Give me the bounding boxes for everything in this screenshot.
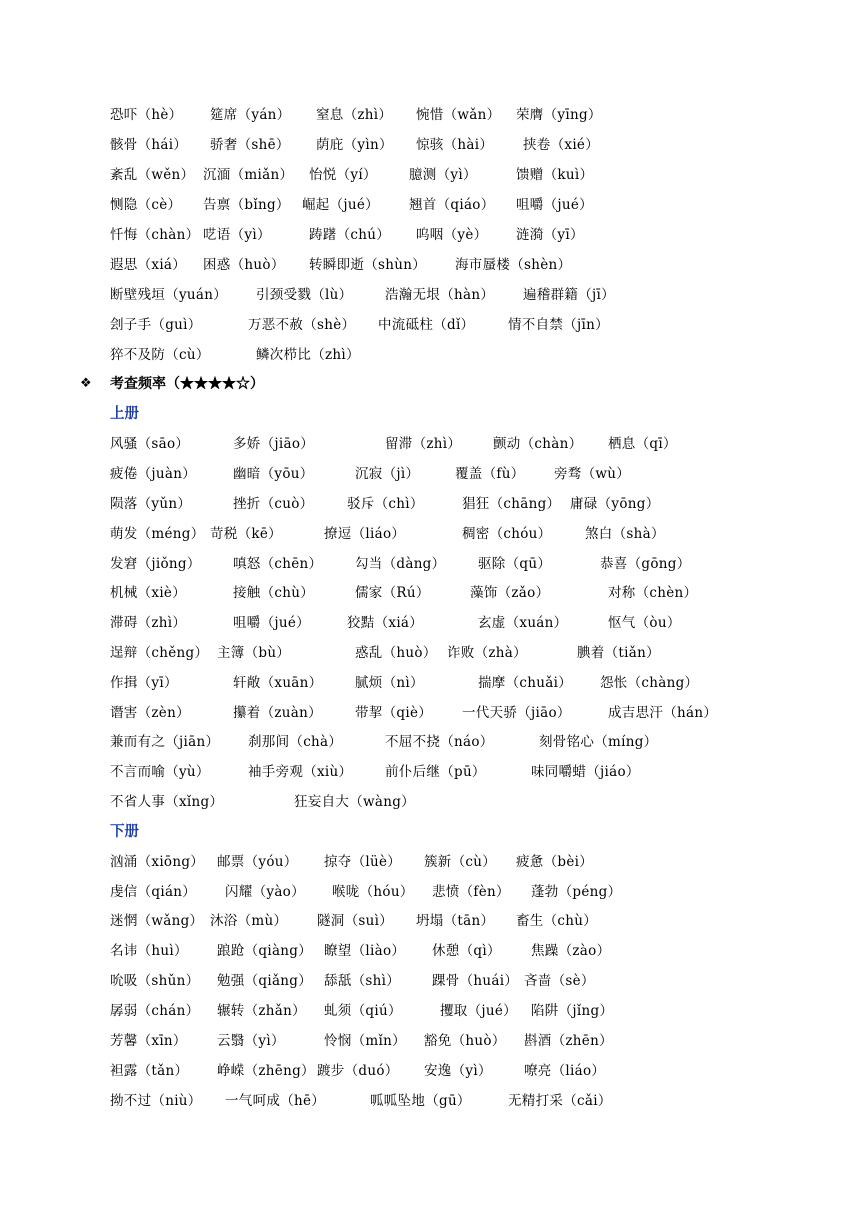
- word-row: [0, 100, 868, 130]
- word-entry: 孱弱（chán）: [110, 1003, 200, 1019]
- word-entry: 告禀（bǐng）: [203, 197, 290, 213]
- word-entry: 喉咙（hóu）: [332, 884, 414, 900]
- word-entry: 困惑（huò）: [203, 257, 285, 273]
- word-entry: 玄虚（xuán）: [478, 615, 568, 631]
- diamond-bullet-icon: ❖: [80, 376, 92, 391]
- word-entry: 儒家（Rú）: [355, 585, 430, 601]
- word-entry: 踌躇（chú）: [309, 227, 391, 243]
- word-entry: 悲愤（fèn）: [432, 884, 510, 900]
- word-entry: 翘首（qiáo）: [409, 197, 495, 213]
- word-entry: 攥着（zuàn）: [233, 705, 322, 721]
- word-entry: 嘹亮（liáo）: [524, 1063, 606, 1079]
- word-row: [0, 847, 868, 877]
- word-entry: 幽暗（yōu）: [233, 466, 314, 482]
- word-entry: 辗转（zhǎn）: [217, 1003, 306, 1019]
- word-entry: 撩逗（liáo）: [324, 526, 406, 542]
- word-entry: 万恶不赦（shè）: [248, 317, 356, 333]
- word-entry: 中流砥柱（dǐ）: [378, 317, 475, 333]
- volume-title: 上册: [110, 405, 139, 422]
- word-entry: 无精打采（cǎi）: [508, 1093, 612, 1109]
- word-entry: 惋惜（wǎn）: [416, 107, 501, 123]
- word-entry: 芳馨（xīn）: [110, 1033, 187, 1049]
- word-entry: 荣膺（yīng）: [516, 107, 602, 123]
- word-entry: 恭喜（gōng）: [600, 556, 691, 572]
- word-row: [0, 1056, 868, 1086]
- word-entry: 不言而喻（yù）: [110, 764, 210, 780]
- word-entry: 休憩（qì）: [432, 943, 501, 959]
- word-entry: 踝骨（huái）: [432, 973, 519, 989]
- word-entry: 咀嚼（jué）: [516, 197, 593, 213]
- word-entry: 咀嚼（jué）: [233, 615, 310, 631]
- word-entry: 踱步（duó）: [317, 1063, 399, 1079]
- word-row: [0, 280, 868, 310]
- word-row: [0, 698, 868, 728]
- word-entry: 涟漪（yī）: [516, 227, 584, 243]
- word-row: [0, 519, 868, 549]
- word-entry: 猖狂（chāng）: [462, 496, 561, 512]
- word-entry: 舔舐（shì）: [324, 973, 401, 989]
- word-entry: 断壁残垣（yuán）: [110, 287, 228, 303]
- word-entry: 浩瀚无垠（hàn）: [385, 287, 495, 303]
- word-entry: 骄奢（shē）: [210, 137, 290, 153]
- word-entry: 海市蜃楼（shèn）: [455, 257, 572, 273]
- word-row: [0, 429, 868, 459]
- word-entry: 闪耀（yào）: [225, 884, 305, 900]
- word-entry: 迷惘（wǎng）: [110, 913, 204, 929]
- word-row: [0, 936, 868, 966]
- word-entry: 虔信（qián）: [110, 884, 197, 900]
- word-entry: 沐浴（mù）: [210, 913, 288, 929]
- word-row: [0, 1086, 868, 1116]
- word-entry: 斟酒（zhēn）: [524, 1033, 613, 1049]
- word-entry: 刽子手（guì）: [110, 317, 202, 333]
- word-entry: 蓬勃（péng）: [531, 884, 622, 900]
- word-entry: 腆着（tiǎn）: [577, 645, 660, 661]
- word-entry: 滞碍（zhì）: [110, 615, 187, 631]
- word-entry: 一气呵成（hē）: [225, 1093, 326, 1109]
- word-entry: 兼而有之（jiān）: [110, 734, 220, 750]
- word-entry: 逞辩（chěng）: [110, 645, 209, 661]
- volume-heading-down: [0, 817, 868, 847]
- word-row: [0, 727, 868, 757]
- word-entry: 臆测（yì）: [409, 167, 477, 183]
- word-row: [0, 190, 868, 220]
- word-entry: 多娇（jiāo）: [233, 436, 315, 452]
- word-row: [0, 340, 868, 370]
- word-entry: 峥嵘（zhēng）: [217, 1063, 315, 1079]
- word-entry: 恐吓（hè）: [110, 107, 183, 123]
- word-entry: 挫折（cuò）: [233, 496, 314, 512]
- word-entry: 荫庇（yìn）: [316, 137, 393, 153]
- word-entry: 发窘（jiǒng）: [110, 556, 201, 572]
- word-entry: 疲惫（bèi）: [516, 854, 594, 870]
- word-entry: 遐思（xiá）: [110, 257, 187, 273]
- word-entry: 鳞次栉比（zhì）: [256, 347, 360, 363]
- word-entry: 遍稽群籍（jī）: [523, 287, 615, 303]
- word-entry: 紊乱（wěn）: [110, 167, 195, 183]
- word-row: [0, 459, 868, 489]
- word-entry: 汹涌（xiōng）: [110, 854, 205, 870]
- word-entry: 陨落（yǔn）: [110, 496, 192, 512]
- frequency-heading: [0, 369, 868, 399]
- word-entry: 骸骨（hái）: [110, 137, 188, 153]
- word-entry: 狂妄自大（wàng）: [294, 794, 415, 810]
- word-entry: 怜悯（mǐn）: [324, 1033, 406, 1049]
- word-entry: 豁免（huò）: [424, 1033, 506, 1049]
- word-entry: 焦躁（zào）: [531, 943, 611, 959]
- word-entry: 恻隐（cè）: [110, 197, 182, 213]
- word-entry: 呜咽（yè）: [416, 227, 488, 243]
- word-entry: 不屈不挠（náo）: [385, 734, 494, 750]
- word-entry: 簇新（cù）: [424, 854, 497, 870]
- volume-heading-up: [0, 399, 868, 429]
- word-row: [0, 668, 868, 698]
- frequency-label: 考查频率（★★★★☆）: [110, 376, 264, 392]
- word-row: [0, 549, 868, 579]
- word-entry: 引颈受戮（lù）: [256, 287, 353, 303]
- word-entry: 轩敞（xuān）: [233, 675, 323, 691]
- word-entry: 狡黠（xiá）: [347, 615, 424, 631]
- word-entry: 颤动（chàn）: [493, 436, 583, 452]
- word-entry: 瞭望（liào）: [324, 943, 406, 959]
- word-entry: 邮票（yóu）: [217, 854, 298, 870]
- word-entry: 情不自禁（jīn）: [508, 317, 609, 333]
- word-row: [0, 250, 868, 280]
- word-row: [0, 877, 868, 907]
- word-entry: 掠夺（lüè）: [324, 854, 402, 870]
- word-entry: 吝啬（sè）: [524, 973, 595, 989]
- word-entry: 腻烦（nì）: [355, 675, 424, 691]
- volume-title: 下册: [110, 823, 139, 840]
- word-entry: 筵席（yán）: [210, 107, 291, 123]
- word-entry: 对称（chèn）: [608, 585, 698, 601]
- word-entry: 隧洞（suì）: [317, 913, 394, 929]
- word-entry: 前仆后继（pū）: [385, 764, 486, 780]
- word-entry: 怡悦（yí）: [309, 167, 377, 183]
- word-row: [0, 489, 868, 519]
- word-entry: 味同嚼蜡（jiáo）: [531, 764, 640, 780]
- word-entry: 踉跄（qiàng）: [217, 943, 313, 959]
- word-entry: 萌发（méng）: [110, 526, 205, 542]
- word-entry: 转瞬即逝（shùn）: [309, 257, 427, 273]
- word-entry: 勉强（qiǎng）: [217, 973, 313, 989]
- word-row: [0, 160, 868, 190]
- word-entry: 驳斥（chì）: [347, 496, 424, 512]
- word-entry: 安逸（yì）: [424, 1063, 492, 1079]
- word-entry: 忏悔（chàn）: [110, 227, 200, 243]
- word-entry: 稠密（chóu）: [462, 526, 552, 542]
- word-entry: 馈赠（kuì）: [516, 167, 594, 183]
- word-entry: 怨怅（chàng）: [600, 675, 699, 691]
- word-row: [0, 757, 868, 787]
- word-entry: 勾当（dàng）: [355, 556, 446, 572]
- word-entry: 机械（xiè）: [110, 585, 187, 601]
- word-entry: 旁骛（wù）: [554, 466, 631, 482]
- word-row: [0, 996, 868, 1026]
- word-entry: 沉湎（miǎn）: [203, 167, 294, 183]
- word-entry: 窒息（zhì）: [316, 107, 393, 123]
- word-entry: 呓语（yì）: [203, 227, 271, 243]
- word-entry: 陷阱（jǐng）: [531, 1003, 614, 1019]
- word-entry: 崛起（jué）: [302, 197, 379, 213]
- word-row: [0, 1026, 868, 1056]
- word-row: [0, 310, 868, 340]
- word-entry: 藻饰（zǎo）: [470, 585, 550, 601]
- word-entry: 呱呱坠地（gū）: [370, 1093, 471, 1109]
- word-entry: 坍塌（tān）: [416, 913, 495, 929]
- word-entry: 留滞（zhì）: [385, 436, 462, 452]
- word-entry: 嗔怒（chēn）: [233, 556, 323, 572]
- word-entry: 带挈（qiè）: [355, 705, 433, 721]
- word-entry: 刻骨铭心（míng）: [539, 734, 658, 750]
- word-entry: 疲倦（juàn）: [110, 466, 197, 482]
- word-entry: 苛税（kē）: [210, 526, 282, 542]
- word-entry: 驱除（qū）: [478, 556, 552, 572]
- word-entry: 吮吸（shǔn）: [110, 973, 200, 989]
- word-entry: 栖息（qī）: [608, 436, 677, 452]
- word-entry: 风骚（sāo）: [110, 436, 190, 452]
- word-entry: 揣摩（chuǎi）: [478, 675, 573, 691]
- word-entry: 刹那间（chà）: [248, 734, 343, 750]
- word-entry: 成吉思汗（hán）: [608, 705, 718, 721]
- word-entry: 庸碌（yōng）: [570, 496, 660, 512]
- word-entry: 作揖（yī）: [110, 675, 178, 691]
- word-row: [0, 130, 868, 160]
- word-row: [0, 787, 868, 817]
- word-entry: 谮害（zèn）: [110, 705, 190, 721]
- word-entry: 主簿（bù）: [217, 645, 291, 661]
- word-row: [0, 608, 868, 638]
- word-row: [0, 578, 868, 608]
- word-entry: 惊骇（hài）: [416, 137, 494, 153]
- word-entry: 云翳（yì）: [217, 1033, 285, 1049]
- word-entry: 猝不及防（cù）: [110, 347, 210, 363]
- word-entry: 一代天骄（jiāo）: [462, 705, 571, 721]
- word-row: [0, 638, 868, 668]
- word-entry: 煞白（shà）: [585, 526, 665, 542]
- word-entry: 攫取（jué）: [440, 1003, 517, 1019]
- word-entry: 畜生（chù）: [516, 913, 598, 929]
- word-entry: 诈败（zhà）: [447, 645, 527, 661]
- word-entry: 袖手旁观（xiù）: [248, 764, 353, 780]
- word-row: [0, 966, 868, 996]
- word-row: [0, 220, 868, 250]
- word-entry: 拗不过（niù）: [110, 1093, 202, 1109]
- word-entry: 袒露（tǎn）: [110, 1063, 189, 1079]
- word-entry: 惑乱（huò）: [355, 645, 437, 661]
- word-entry: 挟卷（xié）: [523, 137, 600, 153]
- word-entry: 沉寂（jì）: [355, 466, 420, 482]
- word-row: [0, 906, 868, 936]
- word-entry: 接触（chù）: [233, 585, 315, 601]
- word-entry: 怄气（òu）: [608, 615, 681, 631]
- word-entry: 覆盖（fù）: [455, 466, 525, 482]
- word-entry: 不省人事（xǐng）: [110, 794, 224, 810]
- word-entry: 名讳（huì）: [110, 943, 188, 959]
- word-entry: 虬须（qiú）: [324, 1003, 402, 1019]
